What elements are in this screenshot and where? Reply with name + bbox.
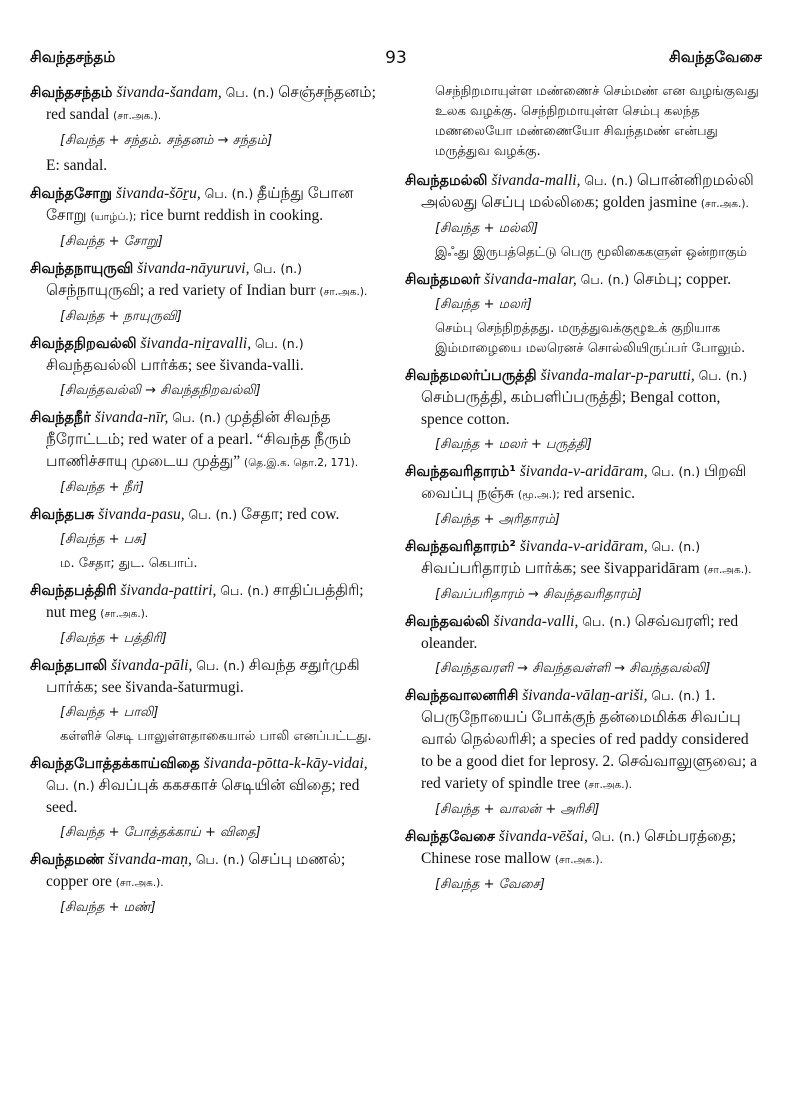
etymology: [சிவந்த + மண்] (60, 900, 156, 915)
part-of-speech: பெ. (n.) (651, 688, 700, 703)
right-column (405, 82, 762, 924)
dictionary-entry (405, 685, 762, 820)
dictionary-entry (405, 826, 762, 895)
source-abbreviation: (மூ.அ.); (518, 489, 560, 501)
usage-note: கள்ளிச் செடி பாலுள்ளதாகையால் பாலி எனப்பட்டது. (60, 729, 372, 744)
gloss: பொன்னிறமல்லி அல்லது செப்பு மல்லிகை; golden jasmine (421, 172, 754, 211)
etymology: [சிவந்தவரளி → சிவந்தவள்ளி → சிவந்தவல்லி] (435, 661, 711, 676)
entry-definition (30, 258, 387, 303)
entry-definition (30, 655, 387, 699)
gloss-continued: red arsenic. (563, 485, 636, 502)
source-abbreviation: (யாழ்ப்.); (90, 211, 137, 223)
source-abbreviation: (தெ.இ.க. தொ.2, 171). (244, 457, 359, 469)
continued-note: செந்நிறமாயுள்ள மண்ணைச் செம்மண் என வழங்குவது உலக வழக்கு. செந்நிறமாயுள்ள செம்பு கலந்த மணலையோ மண்ணையோ சிவந்தமண் என்பது மருத்துவ வழக்கு. (435, 84, 759, 159)
transliteration: šivanda-šōṟu, (115, 185, 201, 202)
headword: சிவந்தபத்திரி (30, 583, 117, 599)
gloss: சிவந்த சதுர்முகி பார்க்க; see šivanda-šaturmugi. (46, 657, 360, 696)
etymology: [சிவந்த + நீர்] (60, 480, 144, 495)
header-first-headword: சிவந்தசந்தம் (30, 48, 116, 66)
entry-definition (30, 82, 387, 127)
source-abbreviation: (சா.அக.). (115, 877, 164, 889)
entry-definition (405, 536, 762, 581)
part-of-speech: பெ. (n.) (582, 614, 631, 629)
etymology: [சிவந்த + மல்லி] (435, 221, 539, 236)
entry-definition (405, 461, 762, 506)
dictionary-entry (405, 461, 762, 530)
headword: சிவந்தமலர்ப்பருத்தி (405, 368, 537, 384)
dictionary-entry (30, 655, 387, 747)
usage-note: இஃது இருபத்தெட்டு பெரு மூலிகைகளுள் ஒன்றாகும் (435, 245, 747, 260)
gloss: 1. பெருநோயைப் போக்குந் தன்மைமிக்க சிவப்பு வால் நெல்லரிசி; a species of red paddy considered to be a good diet for leprosy. 2. செவ்வாலுளுவை; a red variety of spindle tree (421, 687, 757, 792)
gloss: சிவந்தவல்லி பார்க்க; see šivanda-valli. (46, 357, 304, 374)
part-of-speech: பெ. (n.) (220, 583, 269, 598)
part-of-speech: பெ. (n.) (196, 658, 245, 673)
entry-definition (30, 504, 387, 526)
etymology: [சிவந்த + மலர் + பருத்தி] (435, 437, 592, 452)
dictionary-entry (405, 536, 762, 605)
etymology: [சிவந்த + வேசை] (435, 877, 545, 892)
entry-definition (405, 269, 762, 291)
dictionary-entry (30, 183, 387, 252)
entry-definition (30, 333, 387, 377)
headword: சிவந்தநிறவல்லி (30, 336, 137, 352)
transliteration: šivanda-nīr, (94, 409, 169, 426)
etymology: [சிவப்பரிதாரம் → சிவந்தவரிதாரம்] (435, 587, 642, 602)
gloss: செம்பருத்தி, கம்பளிப்பருத்தி; Bengal cotton, spence cotton. (421, 389, 721, 428)
transliteration: šivanda-vālaṉ-ariši, (522, 687, 648, 704)
dictionary-entry (405, 611, 762, 679)
headword: சிவந்தசந்தம் (30, 85, 113, 101)
etymology: [சிவந்த + பசு] (60, 532, 147, 547)
running-header (30, 48, 762, 78)
etymology: [சிவந்த + பாலி] (60, 705, 159, 720)
headword: சிவந்தமல்லி (405, 173, 488, 189)
gloss: செந்நாயுருவி; a red variety of Indian burr (46, 282, 316, 299)
headword: சிவந்தமண் (30, 852, 105, 868)
part-of-speech: பெ. (n.) (195, 852, 245, 867)
part-of-speech: பெ. (n.) (253, 261, 302, 276)
transliteration: šivanda-malli, (491, 172, 581, 189)
entry-definition (30, 407, 387, 474)
part-of-speech: பெ. (n.) (580, 272, 630, 287)
source-abbreviation: (சா.அக.). (100, 608, 149, 620)
entry-definition (30, 580, 387, 625)
gloss-continued: rice burnt reddish in cooking. (140, 207, 324, 224)
source-abbreviation: (சா.அக.). (113, 110, 162, 122)
headword: சிவந்தவல்லி (405, 614, 490, 630)
entry-definition (30, 849, 387, 894)
source-abbreviation: (சா.அக.). (319, 286, 368, 298)
etymology: [சிவந்த + பத்திரி] (60, 631, 167, 646)
headword: சிவந்தவாலனரிசி (405, 688, 519, 704)
part-of-speech: பெ. (n.) (591, 829, 641, 844)
part-of-speech: பெ. (n.) (204, 186, 254, 201)
part-of-speech: பெ. (n.) (46, 778, 95, 793)
etymology: [சிவந்த + சந்தம். சந்தனம் → சந்தம்] (60, 133, 273, 148)
part-of-speech: பெ. (n.) (188, 507, 238, 522)
entry-definition (405, 170, 762, 215)
dictionary-entry (30, 333, 387, 401)
transliteration: šivanda-nāyuruvi, (137, 260, 250, 277)
transliteration: šivanda-vēšai, (498, 828, 588, 845)
transliteration: šivanda-niṟavalli, (140, 335, 252, 352)
english-cognate: E: sandal. (46, 157, 108, 174)
gloss: செப்பு மணல்; copper ore (46, 851, 346, 890)
transliteration: šivanda-pasu, (98, 506, 185, 523)
left-column (30, 82, 387, 924)
transliteration: šivanda-pāli, (111, 657, 193, 674)
part-of-speech: பெ. (n.) (651, 464, 701, 479)
dictionary-entry (30, 849, 387, 918)
dictionary-entry (30, 407, 387, 498)
etymology: [சிவந்தவல்லி → சிவந்தநிறவல்லி] (60, 383, 261, 398)
etymology: [சிவந்த + நாயுருவி] (60, 309, 182, 324)
gloss: செவ்வரளி; red oleander. (421, 613, 739, 652)
source-abbreviation: (சா.அக.). (703, 564, 752, 576)
gloss: சிவப்புக் ககசகாச் செடியின் விதை; red seed. (46, 777, 360, 816)
etymology: [சிவந்த + அரிதாரம்] (435, 512, 560, 527)
transliteration: šivanda-malar, (484, 271, 577, 288)
gloss: செம்பு; copper. (633, 271, 732, 288)
dictionary-entry (30, 580, 387, 649)
transliteration: šivanda-maṇ, (107, 851, 192, 868)
gloss: சாதிப்பத்திரி; nut meg (46, 582, 364, 621)
part-of-speech: பெ. (n.) (172, 410, 221, 425)
gloss: செம்பரத்தை; Chinese rose mallow (421, 828, 737, 867)
part-of-speech: பெ. (n.) (698, 368, 748, 383)
gloss: பிறவி வைப்பு நஞ்சு (421, 463, 747, 502)
headword: சிவந்தவேசை (405, 829, 495, 845)
dictionary-entry (30, 82, 387, 177)
dictionary-entry (30, 258, 387, 327)
etymology: [சிவந்த + வாலன் + அரிசி] (435, 802, 600, 817)
transliteration: šivanda-v-aridāram, (519, 463, 648, 480)
entry-definition (30, 753, 387, 819)
transliteration: šivanda-pōtta-k-kāy-vidai, (203, 755, 368, 772)
dictionary-entry (405, 365, 762, 455)
gloss: செஞ்சந்தனம்; red sandal (46, 84, 376, 123)
etymology: [சிவந்த + சோறு] (60, 234, 163, 249)
gloss: தீய்ந்து போன சோறு (46, 185, 354, 224)
headword: சிவந்தவரிதாரம்² (405, 539, 516, 555)
gloss: சிவப்பரிதாரம் பார்க்க; see šivapparidāram (421, 560, 700, 577)
page-number: 93 (385, 48, 407, 68)
right-column-entries (405, 170, 762, 895)
etymology: [சிவந்த + மலர்] (435, 297, 532, 312)
transliteration: šivanda-valli, (493, 613, 579, 630)
transliteration: šivanda-pattiri, (120, 582, 217, 599)
headword: சிவந்தமலர் (405, 272, 481, 288)
source-abbreviation: (சா.அக.). (554, 854, 603, 866)
entry-definition (30, 183, 387, 228)
transliteration: šivanda-v-aridāram, (519, 538, 648, 555)
transliteration: šivanda-šandam, (116, 84, 222, 101)
headword: சிவந்தசோறு (30, 186, 113, 202)
part-of-speech: பெ. (n.) (584, 173, 633, 188)
headword: சிவந்தபசு (30, 507, 95, 523)
dictionary-entry (30, 753, 387, 843)
headword: சிவந்தபாலி (30, 658, 108, 674)
part-of-speech: பெ. (n.) (254, 336, 304, 351)
entry-definition (405, 365, 762, 431)
transliteration: šivanda-malar-p-parutti, (540, 367, 695, 384)
headword: சிவந்தவரிதாரம்¹ (405, 464, 516, 480)
usage-note: செம்பு செந்நிறத்தது. மருத்துவக்குழூஉக் குறியாக இம்மாழையை மலரெனச் சொல்லியிருப்பர் போலும். (435, 321, 746, 356)
headword: சிவந்தபோத்தக்காய்விதை (30, 756, 200, 772)
dictionary-entry (405, 269, 762, 359)
dictionary-entry (30, 504, 387, 574)
headword: சிவந்தநாயுருவி (30, 261, 134, 277)
part-of-speech: பெ. (n.) (225, 85, 275, 100)
headword: சிவந்தநீர் (30, 410, 91, 426)
usage-note: ம. சேதா; துட. கெபாப். (60, 556, 198, 571)
source-abbreviation: (சா.அக.). (700, 198, 749, 210)
entry-definition (405, 685, 762, 796)
gloss: சேதா; red cow. (241, 506, 340, 523)
part-of-speech: பெ. (n.) (651, 539, 701, 554)
etymology: [சிவந்த + போத்தக்காய் + விதை] (60, 825, 261, 840)
source-abbreviation: (சா.அக.). (584, 779, 633, 791)
entry-definition (405, 826, 762, 871)
entry-definition (405, 611, 762, 655)
two-column-body (30, 82, 762, 924)
dictionary-entry (405, 170, 762, 263)
gloss: முத்தின் சிவந்த நீரோட்டம்; red water of a pearl. “சிவந்த நீரும் பாணிச்சாயு முடைய முத்து” (46, 409, 352, 470)
header-last-headword: சிவந்தவேசை (668, 48, 762, 66)
